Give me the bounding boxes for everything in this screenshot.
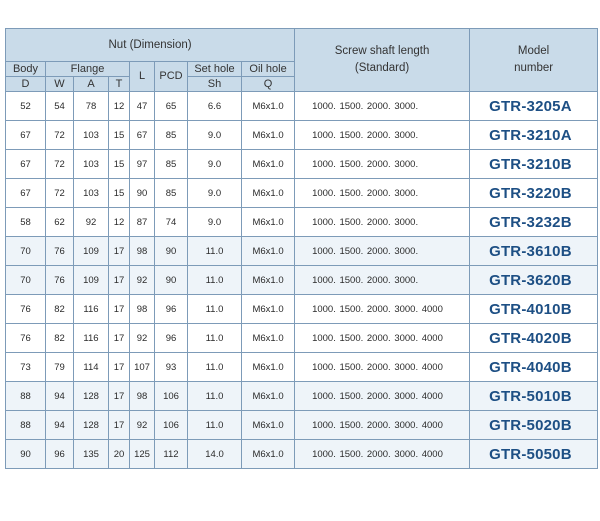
- flange-a-cell: 78: [74, 92, 109, 121]
- flange-a-cell: 114: [74, 353, 109, 382]
- table-row: [6, 324, 598, 353]
- model-number-cell: GTR-3205A: [470, 92, 598, 121]
- spec-table-body: [6, 92, 598, 469]
- a-header: A: [74, 77, 109, 92]
- screw-length-cell: 1000. 1500. 2000. 3000.: [295, 266, 470, 295]
- flange-a-cell: 128: [74, 411, 109, 440]
- flange-t-cell: 15: [109, 179, 130, 208]
- flange-a-cell: 116: [74, 295, 109, 324]
- table-row: [6, 295, 598, 324]
- flange-w-cell: 76: [46, 237, 74, 266]
- oil-hole-cell: M6x1.0: [242, 179, 295, 208]
- flange-t-cell: 17: [109, 353, 130, 382]
- flange-w-cell: 94: [46, 382, 74, 411]
- screw-shaft-length-header: [295, 29, 470, 92]
- l-cell: 87: [130, 208, 155, 237]
- flange-w-cell: 76: [46, 266, 74, 295]
- model-number-cell: GTR-3210A: [470, 121, 598, 150]
- oil-hole-cell: M6x1.0: [242, 324, 295, 353]
- flange-w-cell: 79: [46, 353, 74, 382]
- l-cell: 97: [130, 150, 155, 179]
- nut-dimension-header: Nut (Dimension): [6, 29, 295, 62]
- pcd-cell: 74: [155, 208, 188, 237]
- flange-w-cell: 72: [46, 150, 74, 179]
- l-cell: 92: [130, 411, 155, 440]
- screw-length-cell: 1000. 1500. 2000. 3000. 4000: [295, 324, 470, 353]
- t-header: T: [109, 77, 130, 92]
- table-row: [6, 150, 598, 179]
- body-d-cell: 88: [6, 411, 46, 440]
- body-d-cell: 76: [6, 324, 46, 353]
- pcd-cell: 93: [155, 353, 188, 382]
- flange-a-cell: 103: [74, 121, 109, 150]
- flange-w-cell: 94: [46, 411, 74, 440]
- pcd-cell: 96: [155, 324, 188, 353]
- l-cell: 98: [130, 382, 155, 411]
- set-hole-cell: 11.0: [188, 237, 242, 266]
- table-row: [6, 440, 598, 469]
- flange-a-cell: 92: [74, 208, 109, 237]
- oil-hole-cell: M6x1.0: [242, 440, 295, 469]
- flange-a-cell: 116: [74, 324, 109, 353]
- pcd-header: PCD: [155, 62, 188, 92]
- screw-length-cell: 1000. 1500. 2000. 3000.: [295, 92, 470, 121]
- flange-w-cell: 82: [46, 324, 74, 353]
- set-hole-cell: 9.0: [188, 179, 242, 208]
- q-header: Q: [242, 77, 295, 92]
- flange-t-cell: 15: [109, 121, 130, 150]
- model-number-cell: GTR-3610B: [470, 237, 598, 266]
- l-header: L: [130, 62, 155, 92]
- table-row: [6, 92, 598, 121]
- table-row: [6, 353, 598, 382]
- flange-a-cell: 128: [74, 382, 109, 411]
- w-header: W: [46, 77, 74, 92]
- table-row: [6, 179, 598, 208]
- set-hole-cell: 9.0: [188, 150, 242, 179]
- body-d-cell: 76: [6, 295, 46, 324]
- body-d-cell: 70: [6, 266, 46, 295]
- model-subtitle: number: [514, 62, 554, 74]
- flange-a-cell: 103: [74, 179, 109, 208]
- screw-length-cell: 1000. 1500. 2000. 3000.: [295, 121, 470, 150]
- d-header: D: [6, 77, 46, 92]
- screw-length-subtitle: (Standard): [354, 62, 410, 74]
- model-number-cell: GTR-4040B: [470, 353, 598, 382]
- model-number-cell: GTR-3620B: [470, 266, 598, 295]
- body-d-cell: 90: [6, 440, 46, 469]
- set-hole-cell: 11.0: [188, 353, 242, 382]
- flange-w-cell: 54: [46, 92, 74, 121]
- set-hole-cell: 14.0: [188, 440, 242, 469]
- table-row: [6, 382, 598, 411]
- table-row: [6, 237, 598, 266]
- ball-nut-spec-table: [5, 28, 598, 469]
- screw-length-cell: 1000. 1500. 2000. 3000. 4000: [295, 353, 470, 382]
- flange-w-cell: 72: [46, 121, 74, 150]
- flange-t-cell: 17: [109, 295, 130, 324]
- screw-length-cell: 1000. 1500. 2000. 3000. 4000: [295, 411, 470, 440]
- pcd-cell: 65: [155, 92, 188, 121]
- screw-length-cell: 1000. 1500. 2000. 3000. 4000: [295, 440, 470, 469]
- set-hole-cell: 9.0: [188, 121, 242, 150]
- set-hole-header: Set hole: [188, 62, 242, 77]
- flange-t-cell: 17: [109, 411, 130, 440]
- pcd-cell: 96: [155, 295, 188, 324]
- oil-hole-cell: M6x1.0: [242, 121, 295, 150]
- screw-length-cell: 1000. 1500. 2000. 3000.: [295, 179, 470, 208]
- model-number-cell: GTR-5010B: [470, 382, 598, 411]
- pcd-cell: 112: [155, 440, 188, 469]
- set-hole-cell: 11.0: [188, 295, 242, 324]
- l-cell: 98: [130, 295, 155, 324]
- screw-length-cell: 1000. 1500. 2000. 3000.: [295, 150, 470, 179]
- body-d-cell: 73: [6, 353, 46, 382]
- flange-t-cell: 15: [109, 150, 130, 179]
- l-cell: 98: [130, 237, 155, 266]
- flange-a-cell: 109: [74, 266, 109, 295]
- oil-hole-header: Oil hole: [242, 62, 295, 77]
- body-header: Body: [6, 62, 46, 77]
- screw-length-cell: 1000. 1500. 2000. 3000.: [295, 237, 470, 266]
- flange-t-cell: 17: [109, 266, 130, 295]
- table-row: [6, 266, 598, 295]
- screw-length-cell: 1000. 1500. 2000. 3000.: [295, 208, 470, 237]
- model-number-cell: GTR-4010B: [470, 295, 598, 324]
- body-d-cell: 70: [6, 237, 46, 266]
- sh-header: Sh: [188, 77, 242, 92]
- body-d-cell: 58: [6, 208, 46, 237]
- screw-length-cell: 1000. 1500. 2000. 3000. 4000: [295, 295, 470, 324]
- screw-length-title: Screw shaft length: [334, 45, 430, 57]
- set-hole-cell: 6.6: [188, 92, 242, 121]
- flange-t-cell: 17: [109, 324, 130, 353]
- flange-header: Flange: [46, 62, 130, 77]
- flange-w-cell: 82: [46, 295, 74, 324]
- model-title: Model: [517, 45, 550, 57]
- l-cell: 125: [130, 440, 155, 469]
- pcd-cell: 85: [155, 150, 188, 179]
- set-hole-cell: 11.0: [188, 411, 242, 440]
- model-number-header: [470, 29, 598, 92]
- l-cell: 92: [130, 266, 155, 295]
- flange-t-cell: 20: [109, 440, 130, 469]
- body-d-cell: 67: [6, 179, 46, 208]
- table-row: [6, 411, 598, 440]
- model-number-cell: GTR-5020B: [470, 411, 598, 440]
- body-d-cell: 88: [6, 382, 46, 411]
- oil-hole-cell: M6x1.0: [242, 92, 295, 121]
- l-cell: 92: [130, 324, 155, 353]
- table-row: [6, 121, 598, 150]
- oil-hole-cell: M6x1.0: [242, 150, 295, 179]
- flange-t-cell: 12: [109, 92, 130, 121]
- set-hole-cell: 11.0: [188, 324, 242, 353]
- set-hole-cell: 9.0: [188, 208, 242, 237]
- flange-w-cell: 62: [46, 208, 74, 237]
- model-number-cell: GTR-3232B: [470, 208, 598, 237]
- flange-a-cell: 103: [74, 150, 109, 179]
- l-cell: 67: [130, 121, 155, 150]
- model-number-cell: GTR-5050B: [470, 440, 598, 469]
- oil-hole-cell: M6x1.0: [242, 411, 295, 440]
- screw-length-cell: 1000. 1500. 2000. 3000. 4000: [295, 382, 470, 411]
- body-d-cell: 67: [6, 121, 46, 150]
- body-d-cell: 67: [6, 150, 46, 179]
- flange-t-cell: 17: [109, 382, 130, 411]
- set-hole-cell: 11.0: [188, 266, 242, 295]
- model-number-cell: GTR-3220B: [470, 179, 598, 208]
- oil-hole-cell: M6x1.0: [242, 237, 295, 266]
- oil-hole-cell: M6x1.0: [242, 382, 295, 411]
- flange-t-cell: 12: [109, 208, 130, 237]
- body-d-cell: 52: [6, 92, 46, 121]
- oil-hole-cell: M6x1.0: [242, 266, 295, 295]
- model-number-cell: GTR-3210B: [470, 150, 598, 179]
- l-cell: 47: [130, 92, 155, 121]
- oil-hole-cell: M6x1.0: [242, 353, 295, 382]
- flange-a-cell: 135: [74, 440, 109, 469]
- table-row: [6, 208, 598, 237]
- pcd-cell: 90: [155, 237, 188, 266]
- set-hole-cell: 11.0: [188, 382, 242, 411]
- oil-hole-cell: M6x1.0: [242, 208, 295, 237]
- spec-table-container: [5, 28, 597, 469]
- pcd-cell: 85: [155, 121, 188, 150]
- flange-w-cell: 96: [46, 440, 74, 469]
- flange-a-cell: 109: [74, 237, 109, 266]
- l-cell: 90: [130, 179, 155, 208]
- model-number-cell: GTR-4020B: [470, 324, 598, 353]
- l-cell: 107: [130, 353, 155, 382]
- pcd-cell: 106: [155, 411, 188, 440]
- pcd-cell: 106: [155, 382, 188, 411]
- pcd-cell: 90: [155, 266, 188, 295]
- pcd-cell: 85: [155, 179, 188, 208]
- flange-t-cell: 17: [109, 237, 130, 266]
- oil-hole-cell: M6x1.0: [242, 295, 295, 324]
- flange-w-cell: 72: [46, 179, 74, 208]
